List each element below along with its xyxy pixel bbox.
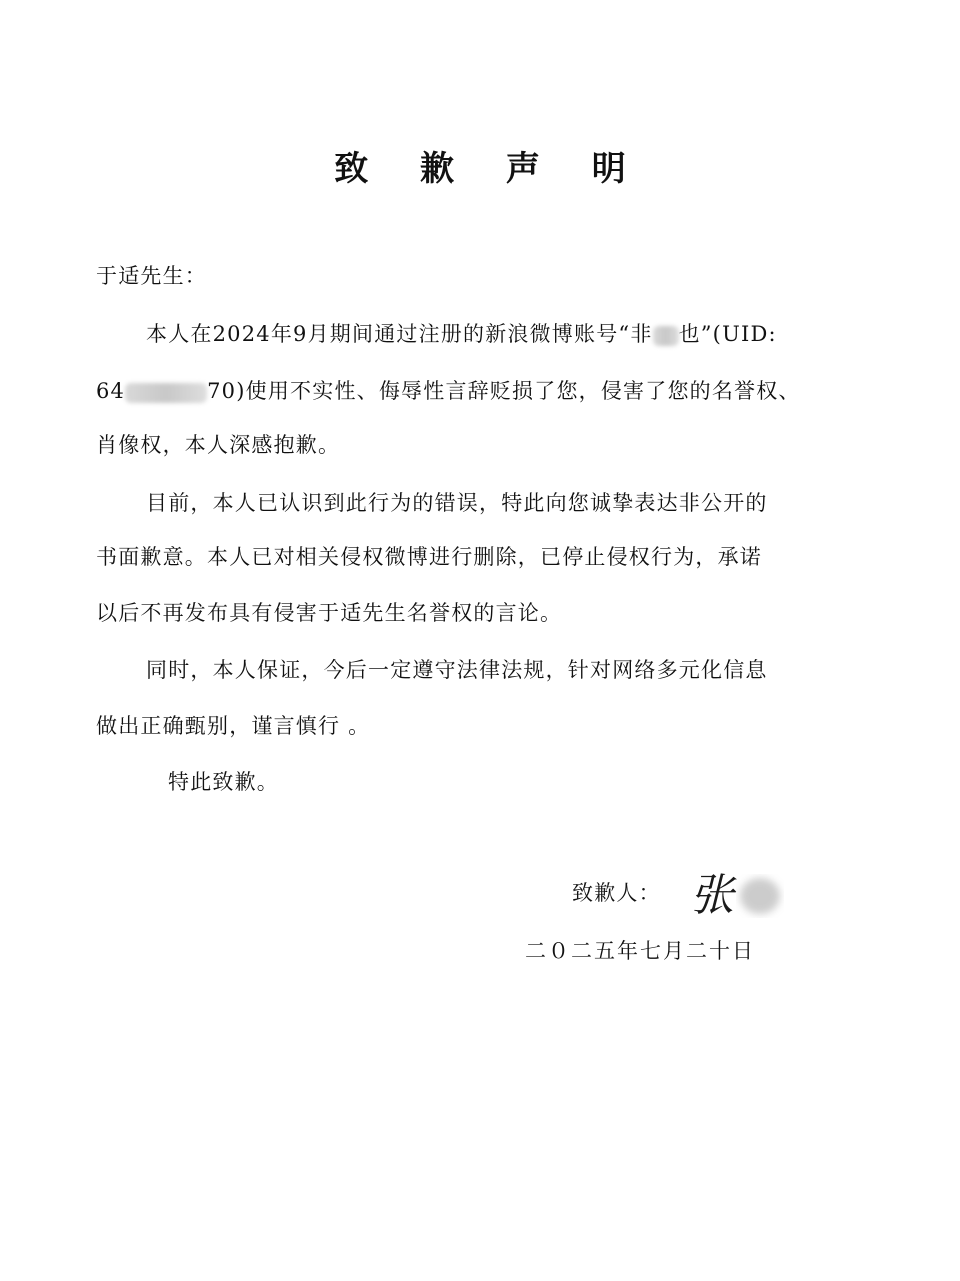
redacted-signature	[740, 878, 780, 914]
paragraph3-line1: 同时，本人保证，今后一定遵守法律法规，针对网络多元化信息	[146, 658, 768, 682]
signature-label: 致歉人：	[572, 881, 661, 905]
salutation: 于适先生：	[96, 264, 207, 288]
handwritten-signature	[688, 862, 788, 924]
paragraph1-line2-suffix: 70)使用不实性、侮辱性言辞贬损了您，侵害了您的名誉权、	[207, 379, 801, 403]
paragraph1-line1	[146, 319, 777, 349]
redacted-uid	[125, 383, 207, 403]
date-line: 二０二五年七月二十日	[525, 939, 755, 963]
paragraph3-line2: 做出正确甄别，谨言慎行 。	[96, 714, 371, 738]
redacted-account-name	[653, 326, 679, 346]
paragraph2-line3: 以后不再发布具有侵害于适先生名誉权的言论。	[96, 601, 563, 625]
paragraph1-line2-prefix: 64	[96, 379, 126, 403]
paragraph2-line2: 书面歉意。本人已对相关侵权微博进行删除，已停止侵权行为，承诺	[96, 545, 762, 569]
closing-line: 特此致歉。	[168, 770, 279, 794]
paragraph2-line1: 目前，本人已认识到此行为的错误，特此向您诚挚表达非公开的	[146, 491, 768, 515]
paragraph1-line1-prefix: 本人在2024年9月期间通过注册的新浪微博账号“非	[146, 322, 653, 346]
paragraph1-line3: 肖像权，本人深感抱歉。	[96, 433, 341, 457]
document-title: 致 歉 声 明	[334, 149, 646, 189]
paragraph1-line1-suffix: 也”(UID:	[678, 322, 777, 346]
signature-surname: 张	[690, 870, 734, 921]
paragraph1-line2	[96, 376, 801, 406]
